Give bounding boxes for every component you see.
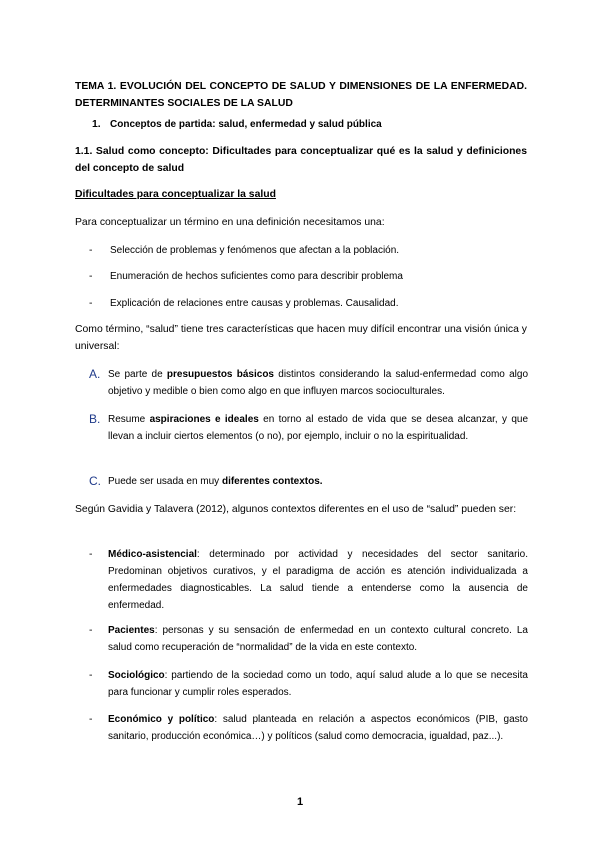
section-heading: Conceptos de partida: salud, enfermedad y salud pública [110,119,382,130]
list-item: Resume aspiraciones e ideales en torno al estado de vida que se desea alcanzar, y que llevan a incluir ciertos elementos (o no), por ejemplo, incluir o no la espiritualidad. [108,414,529,442]
list-item: Explicación de relaciones entre causas y problemas. Causalidad. [110,298,399,309]
list-item: Médico-asistencial: determinado por actividad y necesidades del sector sanitario. Predominan objetivos curativos, y el paradigma de acción es atención individualizada a enfermedades diagnosticables. La salud tiende a entenderse como la ausencia de enfermedad. [108,549,528,611]
list-item: Enumeración de hechos suficientes como para describir problema [110,271,403,282]
list-letter: B. [89,412,101,426]
list-dash: - [89,245,93,256]
bold-term: Médico-asistencial [108,549,197,560]
list-item: Económico y político: salud planteada en relación a aspectos económicos (PIB, gasto sanitario, producción económica…) y políticos (salud como democracia, igualdad, paz...). [108,714,528,742]
gavidia-paragraph: Según Gavidia y Talavera (2012), algunos contextos diferentes en el uso de “salud” pueden ser: [75,504,517,515]
page-number: 1 [296,796,304,808]
list-letter: A. [89,367,101,381]
document-title: TEMA 1. EVOLUCIÓN DEL CONCEPTO DE SALUD Y DIMENSIONES DE LA ENFERMEDAD. DETERMINANTES SOCIALES DE LA SALUD [75,81,527,109]
subheading-dificultades: Dificultades para conceptualizar la salud [75,189,276,200]
bold-term: aspiraciones e ideales [149,414,259,425]
list-dash: - [89,271,93,282]
list-item: Puede ser usada en muy diferentes contextos. [108,476,323,487]
intro-paragraph: Para conceptualizar un término en una definición necesitamos una: [75,217,385,228]
bold-term: Sociológico [108,670,165,681]
subsection-heading: 1.1. Salud como concepto: Dificultades para conceptualizar qué es la salud y definiciones del concepto de salud [75,146,527,174]
bold-term: Pacientes [108,625,155,636]
term-paragraph: Como término, “salud” tiene tres características que hacen muy difícil encontrar una visión única y universal: [75,324,527,352]
list-dash: - [89,625,93,636]
bold-term: Económico y político [108,714,215,725]
list-dash: - [89,714,93,725]
list-letter: C. [89,474,101,488]
list-item: Se parte de presupuestos básicos distintos considerando la salud-enfermedad como algo objetivo y medible o bien como algo en que influyen marcos socioculturales. [108,369,529,397]
list-dash: - [89,670,93,681]
section-number: 1. [92,119,101,130]
list-item: Selección de problemas y fenómenos que afectan a la población. [110,245,400,256]
bold-term: diferentes contextos. [221,476,323,487]
bold-term: presupuestos básicos [166,369,274,380]
list-dash: - [89,549,93,560]
list-item: Sociológico: partiendo de la sociedad como un todo, aquí salud alude a lo que se necesita para funcionar y cumplir roles esperados. [108,670,528,698]
list-item: Pacientes: personas y su sensación de enfermedad en un contexto cultural concreto. La salud como recuperación de “normalidad” de la vida en este contexto. [108,625,528,653]
list-dash: - [89,298,93,309]
